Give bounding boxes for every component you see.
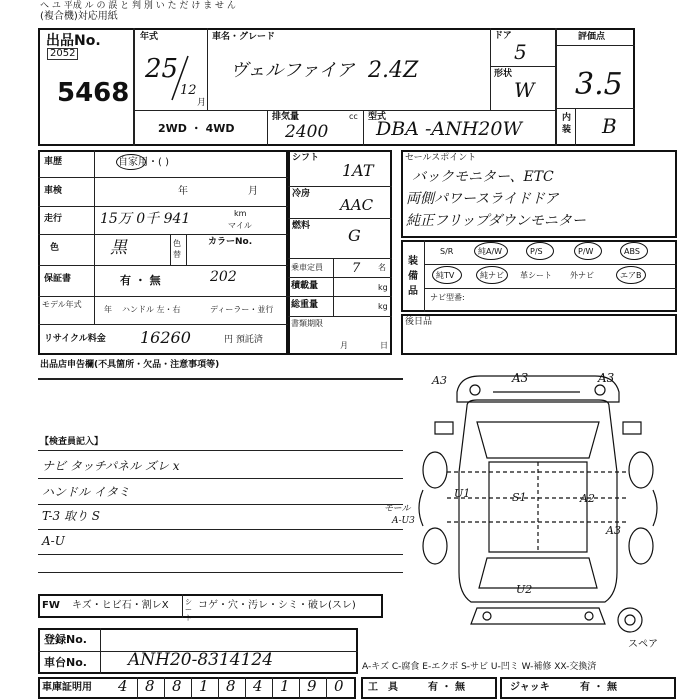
year-label: 年式 <box>140 32 159 42</box>
fw-text: キズ・ヒビ石・割レX <box>72 600 169 611</box>
mark-8: A3 <box>606 524 621 537</box>
color-label: 色 <box>50 243 60 253</box>
doc-unit: 月 <box>340 341 348 350</box>
cert-divider <box>245 677 246 699</box>
lot-stamp: 2052 <box>47 48 78 60</box>
jack-label: ジャッキ <box>510 682 550 693</box>
year-value: 25 <box>145 54 179 84</box>
cert-digit: 9 <box>307 677 317 695</box>
warranty-value: 有 ・ 無 <box>120 274 161 287</box>
capacity-unit: 名 <box>378 263 386 272</box>
model-year-year: 年 <box>104 305 112 314</box>
door-label: ドア <box>494 31 512 41</box>
model-year-label: モデル年式 <box>42 300 82 309</box>
top-cut-text: へ ユ 平成 ル の 誤 と 判 別 い た だ け ま せ ん <box>40 1 236 11</box>
cert-digit: 8 <box>145 677 155 695</box>
sales-line-1: バックモニター、ETC <box>412 169 554 185</box>
eq-tv: 純TV <box>436 271 455 280</box>
eq-ps: P/S <box>530 247 543 256</box>
fuel-value: G <box>348 226 361 245</box>
car-diagram <box>405 362 675 654</box>
spare-label: スペア <box>628 639 658 650</box>
damage-legend: A-キズ C-腐食 E-エクボ S-サビ U-凹ミ W-補修 XX-交換済 <box>362 662 597 672</box>
warranty-label: 保証書 <box>44 274 72 284</box>
eq-leather: 革シート <box>520 271 552 280</box>
mileage-value: 15万 0千 941 <box>100 211 191 227</box>
drive-label: 2WD ・ 4WD <box>158 122 235 135</box>
recycle-unit: 円 預託済 <box>224 335 263 345</box>
weight-unit: kg <box>378 302 388 311</box>
ac-value: AAC <box>340 196 374 214</box>
sales-label: セールスポイント <box>405 153 477 163</box>
eq-sr: S/R <box>440 247 454 256</box>
eq-abs: ABS <box>624 247 640 256</box>
capacity-label: 乗車定員 <box>291 263 323 272</box>
type-label: 型式 <box>368 112 387 122</box>
door-value: 5 <box>514 40 527 64</box>
cert-digit: 4 <box>118 677 128 695</box>
reg-label: 登録No. <box>44 633 87 646</box>
color-change-label: 色替 <box>173 239 181 259</box>
mark-6: A2 <box>580 492 595 505</box>
eq-pw: P/W <box>578 247 594 256</box>
cert-divider <box>272 677 273 699</box>
history-circle <box>116 154 146 170</box>
shaken-month: 月 <box>248 186 258 197</box>
year-slash <box>168 54 192 102</box>
cert-divider <box>218 677 219 699</box>
inspector-note-4: A-U <box>42 534 65 548</box>
name-label: 車名・グレード <box>212 32 276 42</box>
mileage-label: 走行 <box>44 214 63 224</box>
load-label: 積載量 <box>291 281 319 291</box>
navi-model-label: ナビ型番: <box>430 293 465 302</box>
ac-label: 冷房 <box>292 189 311 199</box>
shift-value: 1AT <box>342 161 374 180</box>
inspector-note-2: ハンドル イタミ <box>42 485 130 499</box>
fw-label: FW <box>42 600 60 611</box>
cert-divider <box>137 677 138 699</box>
fuel-label: 燃料 <box>292 221 311 231</box>
cert-digit: 1 <box>280 677 290 695</box>
cert-label: 車庫証明用 <box>42 682 92 693</box>
recycle-label: リサイクル料金 <box>44 334 106 344</box>
mileage-unit: km <box>234 209 247 218</box>
handle-label: ハンドル 左・右 <box>122 305 181 314</box>
load-unit: kg <box>378 283 388 292</box>
mileage-unit2: マイル <box>228 221 252 230</box>
lot-label: 出品No. <box>46 33 101 49</box>
dealer-label: ディーラー・並行 <box>210 305 274 314</box>
lot-number: 5468 <box>57 78 130 108</box>
recycle-value: 16260 <box>140 328 191 347</box>
disp-unit: cc <box>349 112 358 121</box>
sales-line-3: 純正フリップダウンモニター <box>406 213 586 229</box>
cert-divider <box>191 677 192 699</box>
capacity-value: 7 <box>352 261 361 276</box>
disp-value: 2400 <box>285 122 329 142</box>
type-value: DBA -ANH20W <box>376 118 522 140</box>
tools-label: 工 具 <box>368 682 398 693</box>
side-note: モール <box>384 504 411 514</box>
color-value: 黒 <box>110 238 127 258</box>
eq-navi: 純ナビ <box>480 271 504 280</box>
month-unit: 月 <box>197 98 207 108</box>
cert-divider <box>326 677 327 699</box>
cert-divider <box>299 677 300 699</box>
chassis-label: 車台No. <box>44 656 87 669</box>
seat-text: コゲ・穴・汚レ・シミ・破レ(スレ) <box>198 600 356 611</box>
eq-aw: 純A/W <box>478 247 503 256</box>
later-items-block <box>401 314 677 355</box>
interior-value: B <box>602 114 617 138</box>
mark-7: U2 <box>516 583 533 596</box>
cert-digit: 8 <box>172 677 182 695</box>
history-label: 車歴 <box>44 157 63 167</box>
eq-ext-navi: 外ナビ <box>570 271 594 280</box>
mark-1: A3 <box>432 374 447 387</box>
eval-value: 3.5 <box>575 67 623 102</box>
cert-digit: 4 <box>253 677 263 695</box>
grade-value: 2.4Z <box>368 58 419 83</box>
shift-label: シフト <box>292 153 320 163</box>
side-note-2: A-U3 <box>392 516 415 526</box>
cert-digit: 1 <box>199 677 209 695</box>
later-items-label: 後日品 <box>405 317 433 327</box>
color-no-label: カラーNo. <box>208 237 253 247</box>
mark-5: S1 <box>512 491 527 504</box>
weight-label: 総重量 <box>291 300 319 310</box>
color-no-value: 202 <box>210 269 237 285</box>
cert-digit: 8 <box>226 677 236 695</box>
shape-label: 形状 <box>494 69 513 79</box>
inspector-note-1: ナビ タッチパネル ズレ x <box>42 459 180 473</box>
cert-digit: 0 <box>334 677 344 695</box>
name-value: ヴェルファイア <box>230 60 355 81</box>
eq-airbag: エアB <box>620 271 642 280</box>
month-value: 12 <box>180 83 197 98</box>
top-note: (複合機)対応用紙 <box>40 11 118 22</box>
cert-divider <box>164 677 165 699</box>
eval-label: 評価点 <box>578 32 606 42</box>
sales-line-2: 両側パワースライドドア <box>406 191 559 207</box>
shaken-year: 年 <box>178 186 188 197</box>
inspector-note-3: T-3 取り S <box>42 509 100 523</box>
shaken-label: 車検 <box>44 186 63 196</box>
report-label: 出品店申告欄(不具箇所・欠品・注意事項等) <box>40 360 220 370</box>
jack-value: 有 ・ 無 <box>580 682 617 693</box>
chassis-value: ANH20-8314124 <box>128 650 274 670</box>
tools-value: 有 ・ 無 <box>428 682 465 693</box>
interior-label: 内装 <box>562 113 572 135</box>
disp-label: 排気量 <box>272 112 300 122</box>
inspector-label: 【検査員記入】 <box>40 437 104 447</box>
history-value: 自家用・( ) <box>118 157 169 168</box>
doc-label: 書類期限 <box>291 319 323 328</box>
shape-value: W <box>514 78 535 102</box>
mark-2: A3 <box>512 371 529 385</box>
mark-3: A3 <box>598 371 615 385</box>
equipment-label: 装備品 <box>408 256 418 297</box>
mark-4: U1 <box>454 487 471 500</box>
doc-unit2: 日 <box>380 341 388 350</box>
seat-label: シート <box>185 598 192 622</box>
